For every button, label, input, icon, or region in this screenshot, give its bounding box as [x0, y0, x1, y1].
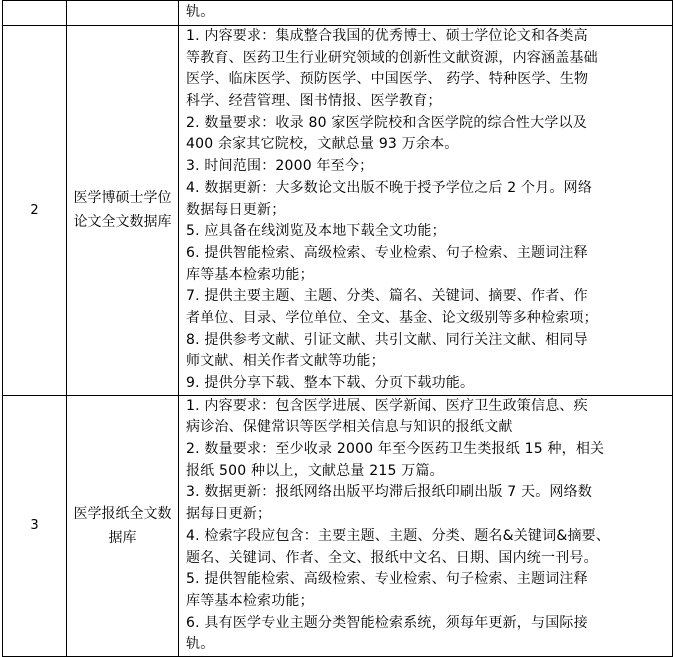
content-line: 2. 数量要求：收录 80 家医学院校和含医学院的综合性大学以及: [186, 114, 587, 131]
table-row: [3, 395, 673, 656]
database-name-cell: [67, 1, 179, 26]
database-name: 医学博硕士学位论文全文数据库: [73, 190, 172, 231]
row-number-cell: [3, 395, 67, 656]
database-name-cell: [67, 26, 179, 396]
content-line: 8. 提供参考文献、引证文献、共引文献、同行关注文献、相同导: [186, 331, 588, 348]
database-name: 医学报纸全文数据库: [73, 505, 172, 546]
content-cell: [179, 1, 673, 26]
content-cell: [179, 26, 673, 396]
content-line: 等教育、医药卫生行业研究领域的创新性文献资源，内容涵盖基础: [186, 49, 598, 66]
table-row: [3, 26, 673, 396]
table-row: [3, 1, 673, 26]
content-line: 6. 具有医学专业主题分类智能检索系统，须每年更新，与国际接: [186, 614, 588, 631]
content-line: 1. 内容要求：集成整合我国的优秀博士、硕士学位论文和各类高: [186, 28, 588, 44]
content-line: 报纸 500 种以上，文献总量 215 万篇。: [186, 462, 444, 479]
database-name-cell: [67, 395, 179, 656]
requirements-table: [2, 0, 673, 657]
content-line: 5. 提供智能检索、高级检索、专业检索、句子检索、主题词注释: [186, 571, 588, 588]
content-line: 1. 内容要求：包含医学进展、医学新闻、医疗卫生政策信息、疾: [186, 397, 588, 414]
content-line: 5. 应具备在线浏览及本地下载全文功能；: [186, 223, 446, 240]
content-line: 师文献、相关作者文献等功能；: [186, 353, 385, 370]
content-line: 4. 检索字段应包含：主要主题、主题、分类、题名&关键词&摘要、: [186, 527, 611, 544]
content-line: 据每日更新；: [186, 506, 272, 523]
content-line: 病诊治、保健常识等医学相关信息与知识的报纸文献: [186, 419, 513, 436]
content-line: 7. 提供主要主题、主题、分类、篇名、关键词、摘要、作者、作: [186, 288, 588, 305]
content-line: 3. 数据更新：报纸网络出版平均滞后报纸印刷出版 7 天。网络数: [186, 484, 593, 501]
row-number: 2: [30, 202, 39, 218]
content-line: 4. 数据更新：大多数论文出版不晚于授予学位之后 2 个月。网络: [186, 179, 593, 196]
content-line: 轨。: [186, 636, 215, 653]
content-line: 医学、临床医学、预防医学、中国医学、 药学、特种医学、生物: [186, 71, 589, 88]
content-line: 题名、关键词、作者、全文、报纸中文名、日期、国内统一刊号。: [186, 549, 598, 566]
content-cell: [179, 395, 673, 656]
content-line: 数据每日更新；: [186, 201, 286, 218]
content-line: 2. 数量要求：至少收录 2000 年至今医药卫生类报纸 15 种，相关: [186, 441, 605, 458]
content-line: 6. 提供智能检索、高级检索、专业检索、句子检索、主题词注释: [186, 244, 588, 261]
content-line: 库等基本检索功能；: [186, 266, 314, 283]
content-line: 9. 提供分享下载、整本下载、分页下载功能。: [186, 375, 475, 391]
content-line: 3. 时间范围：2000 年至今；: [186, 158, 374, 175]
content-line: 者单位、目录、学位单位、全文、基金、论文级别等多种检索项；: [186, 309, 598, 326]
row-number-cell: [3, 1, 67, 26]
content-line: 科学、经营管理、图书情报、医学教育；: [186, 93, 442, 110]
content-line: 库等基本检索功能；: [186, 592, 314, 609]
content-line: 400 余家其它院校，文献总量 93 万余本。: [186, 136, 459, 153]
row-number: 3: [30, 518, 39, 534]
content-line: 轨。: [186, 4, 215, 21]
row-number-cell: [3, 26, 67, 396]
